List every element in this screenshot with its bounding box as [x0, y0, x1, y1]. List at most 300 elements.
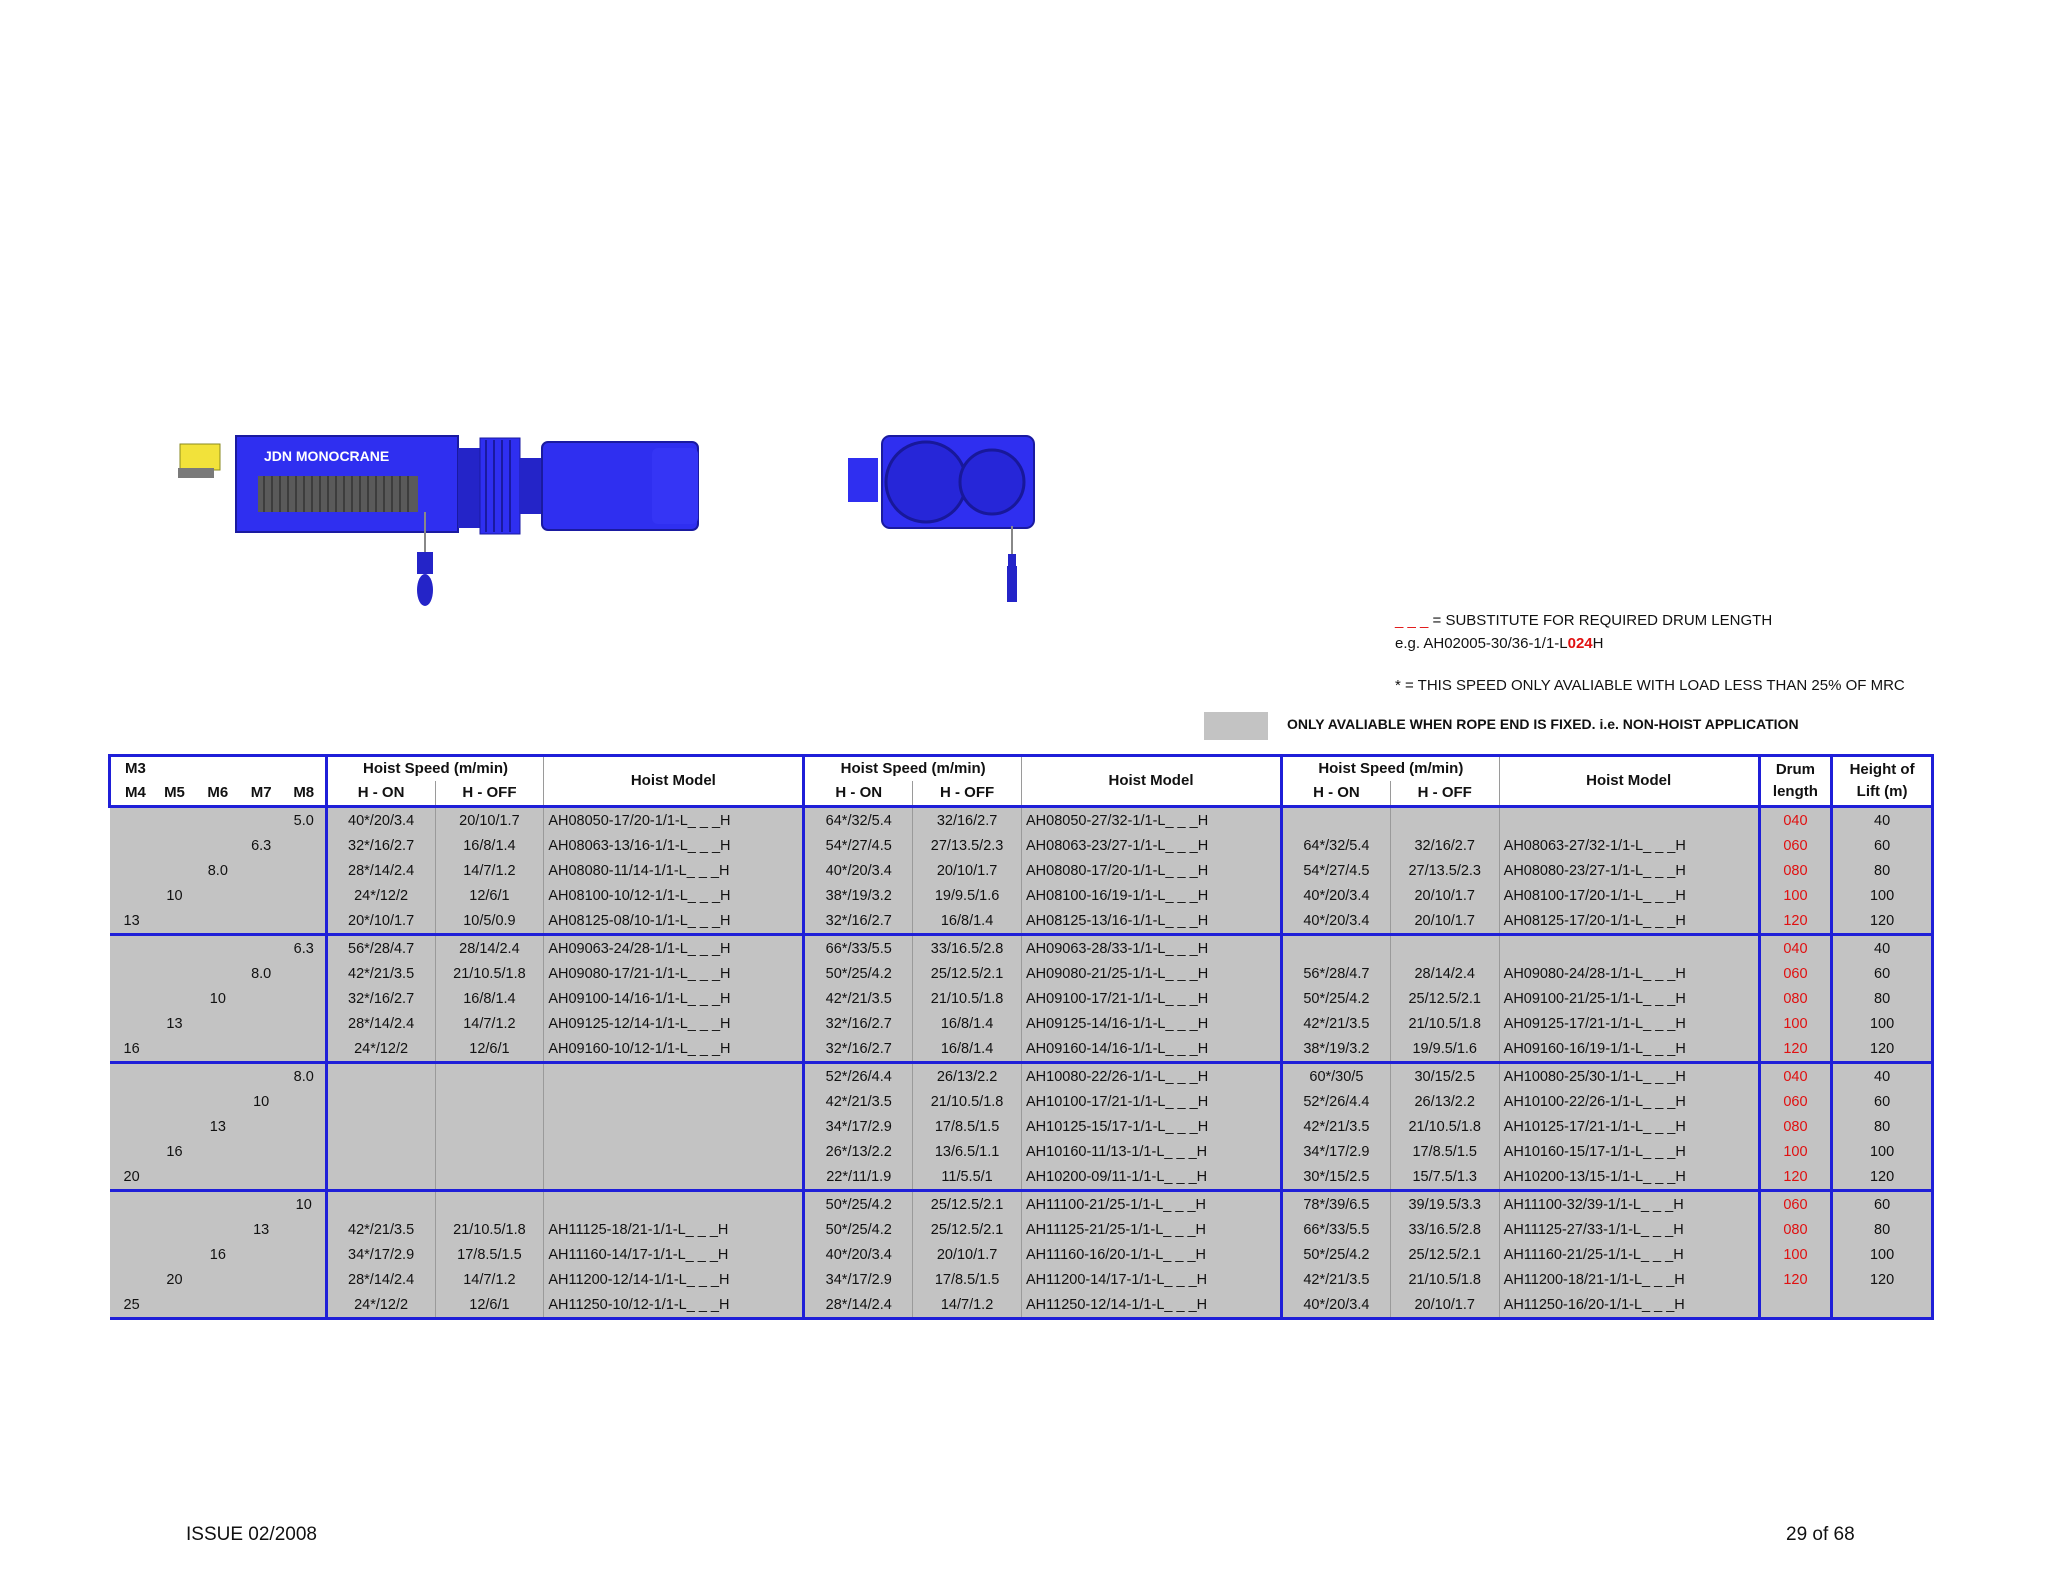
brand-label: JDN MONOCRANE — [264, 448, 390, 464]
speed-on-cell: 40*/20/3.4 — [1281, 1292, 1390, 1319]
speed-off-cell: 20/10/1.7 — [1390, 908, 1499, 935]
m5-cell — [153, 1089, 196, 1114]
m6-cell: 8.0 — [196, 858, 239, 883]
example-model-suffix: H — [1592, 635, 1604, 652]
m6-cell — [196, 1139, 239, 1164]
drum-length-cell: 060 — [1759, 833, 1832, 858]
m5-cell — [153, 1036, 196, 1063]
example-model-prefix: e.g. AH02005-30/36-1/1-L — [1395, 635, 1568, 652]
model-cell: AH09125-14/16-1/1-L_ _ _H — [1022, 1011, 1282, 1036]
m7-cell: 6.3 — [239, 833, 282, 858]
m4-cell: 13 — [110, 908, 153, 935]
speed-on-cell — [326, 1089, 435, 1114]
m5-cell — [153, 858, 196, 883]
model-cell: AH09080-24/28-1/1-L_ _ _H — [1499, 961, 1759, 986]
drum-length-cell: 120 — [1759, 1036, 1832, 1063]
drum-length-cell: 100 — [1759, 1242, 1832, 1267]
m4-cell — [110, 1242, 153, 1267]
speed-on-cell: 40*/20/3.4 — [326, 807, 435, 834]
m6-cell — [196, 1267, 239, 1292]
speed-off-cell: 25/12.5/2.1 — [913, 961, 1022, 986]
m8-cell — [283, 1011, 326, 1036]
speed-off-cell: 17/8.5/1.5 — [913, 1114, 1022, 1139]
speed-off-cell — [435, 1191, 544, 1218]
lift-height-cell: 40 — [1832, 1063, 1933, 1090]
m5-cell — [153, 1063, 196, 1090]
m6-cell — [196, 833, 239, 858]
speed-off-cell: 16/8/1.4 — [913, 1036, 1022, 1063]
model-cell: AH10160-11/13-1/1-L_ _ _H — [1022, 1139, 1282, 1164]
model-cell: AH08063-13/16-1/1-L_ _ _H — [544, 833, 804, 858]
lift-height-cell: 40 — [1832, 935, 1933, 962]
model-cell: AH11200-14/17-1/1-L_ _ _H — [1022, 1267, 1282, 1292]
col-header-h-off-b: H - OFF — [913, 781, 1022, 807]
speed-on-cell: 38*/19/3.2 — [804, 883, 913, 908]
drum-length-cell: 100 — [1759, 883, 1832, 908]
drum-length-cell — [1759, 1292, 1832, 1319]
drum-length-note — [1395, 610, 1772, 632]
speed-off-cell: 12/6/1 — [435, 1292, 544, 1319]
model-cell: AH11160-21/25-1/1-L_ _ _H — [1499, 1242, 1759, 1267]
speed-off-cell: 21/10.5/1.8 — [1390, 1267, 1499, 1292]
speed-off-cell: 13/6.5/1.1 — [913, 1139, 1022, 1164]
m4-cell — [110, 986, 153, 1011]
m4-cell — [110, 1011, 153, 1036]
table-row — [110, 833, 1933, 858]
m4-cell: 20 — [110, 1164, 153, 1191]
table-row — [110, 908, 1933, 935]
speed-on-cell: 28*/14/2.4 — [326, 1267, 435, 1292]
m7-cell — [239, 1242, 282, 1267]
placeholder-marker: _ _ _ — [1395, 612, 1429, 629]
lift-height-cell: 80 — [1832, 986, 1933, 1011]
drum-length-cell: 120 — [1759, 1267, 1832, 1292]
model-cell: AH09125-12/14-1/1-L_ _ _H — [544, 1011, 804, 1036]
table-row — [110, 883, 1933, 908]
hoist-end-view-image — [842, 430, 1042, 620]
col-header-m3: M3 — [110, 756, 327, 782]
table-row — [110, 1089, 1933, 1114]
m7-cell — [239, 883, 282, 908]
speed-on-cell: 24*/12/2 — [326, 1292, 435, 1319]
page-number: 29 of 68 — [1786, 1524, 1855, 1545]
m4-cell — [110, 1191, 153, 1218]
model-cell: AH08080-17/20-1/1-L_ _ _H — [1022, 858, 1282, 883]
model-cell: AH10125-15/17-1/1-L_ _ _H — [1022, 1114, 1282, 1139]
m5-cell: 10 — [153, 883, 196, 908]
m7-cell — [239, 807, 282, 834]
col-header-hoist-model-b: Hoist Model — [1022, 756, 1282, 807]
model-cell: AH08100-17/20-1/1-L_ _ _H — [1499, 883, 1759, 908]
speed-off-cell: 16/8/1.4 — [913, 908, 1022, 935]
m7-cell — [239, 935, 282, 962]
model-cell: AH10080-22/26-1/1-L_ _ _H — [1022, 1063, 1282, 1090]
m6-cell — [196, 1011, 239, 1036]
speed-on-cell: 64*/32/5.4 — [804, 807, 913, 834]
speed-on-cell: 64*/32/5.4 — [1281, 833, 1390, 858]
m5-cell — [153, 1242, 196, 1267]
m5-cell — [153, 961, 196, 986]
issue-label: ISSUE 02/2008 — [186, 1524, 317, 1545]
m6-cell — [196, 1036, 239, 1063]
speed-on-cell: 50*/25/4.2 — [1281, 986, 1390, 1011]
model-cell — [544, 1114, 804, 1139]
speed-off-cell: 20/10/1.7 — [435, 807, 544, 834]
m7-cell — [239, 1191, 282, 1218]
model-cell: AH08050-17/20-1/1-L_ _ _H — [544, 807, 804, 834]
speed-on-cell: 38*/19/3.2 — [1281, 1036, 1390, 1063]
model-cell: AH08080-11/14-1/1-L_ _ _H — [544, 858, 804, 883]
speed-on-cell: 56*/28/4.7 — [326, 935, 435, 962]
m8-cell — [283, 1292, 326, 1319]
model-cell: AH09100-21/25-1/1-L_ _ _H — [1499, 986, 1759, 1011]
model-cell — [1499, 935, 1759, 962]
speed-on-cell: 42*/21/3.5 — [804, 1089, 913, 1114]
speed-on-cell — [326, 1063, 435, 1090]
model-cell: AH09160-14/16-1/1-L_ _ _H — [1022, 1036, 1282, 1063]
drum-length-cell: 060 — [1759, 961, 1832, 986]
model-cell — [544, 1089, 804, 1114]
speed-on-cell: 24*/12/2 — [326, 1036, 435, 1063]
hoist-side-view-image — [172, 428, 718, 614]
col-header-hoist-model-c: Hoist Model — [1499, 756, 1759, 807]
model-cell: AH08125-13/16-1/1-L_ _ _H — [1022, 908, 1282, 935]
speed-on-cell — [326, 1164, 435, 1191]
speed-on-cell: 28*/14/2.4 — [804, 1292, 913, 1319]
lift-height-cell: 100 — [1832, 883, 1933, 908]
speed-on-cell: 50*/25/4.2 — [804, 1217, 913, 1242]
drum-length-cell: 100 — [1759, 1011, 1832, 1036]
m7-cell: 10 — [239, 1089, 282, 1114]
speed-off-cell: 25/12.5/2.1 — [1390, 1242, 1499, 1267]
speed-off-cell — [1390, 807, 1499, 834]
model-cell: AH10100-17/21-1/1-L_ _ _H — [1022, 1089, 1282, 1114]
speed-on-cell: 42*/21/3.5 — [804, 986, 913, 1011]
m8-cell: 5.0 — [283, 807, 326, 834]
table-row — [110, 1242, 1933, 1267]
example-model-drum-code: 024 — [1567, 635, 1593, 652]
speed-on-cell — [326, 1191, 435, 1218]
speed-off-cell: 27/13.5/2.3 — [913, 833, 1022, 858]
m7-cell — [239, 1164, 282, 1191]
model-cell: AH11250-16/20-1/1-L_ _ _H — [1499, 1292, 1759, 1319]
speed-on-cell: 34*/17/2.9 — [804, 1114, 913, 1139]
speed-on-cell: 42*/21/3.5 — [326, 961, 435, 986]
table-row — [110, 1114, 1933, 1139]
lift-height-cell: 80 — [1832, 1217, 1933, 1242]
speed-off-cell: 14/7/1.2 — [435, 1011, 544, 1036]
m5-cell — [153, 833, 196, 858]
model-cell: AH10160-15/17-1/1-L_ _ _H — [1499, 1139, 1759, 1164]
col-header-h-off-a: H - OFF — [435, 781, 544, 807]
speed-on-cell: 32*/16/2.7 — [326, 986, 435, 1011]
m4-cell — [110, 935, 153, 962]
lift-height-cell: 100 — [1832, 1242, 1933, 1267]
model-cell: AH11200-12/14-1/1-L_ _ _H — [544, 1267, 804, 1292]
grey-swatch — [1204, 712, 1268, 740]
lift-height-cell: 100 — [1832, 1139, 1933, 1164]
model-cell — [1499, 807, 1759, 834]
speed-off-cell: 16/8/1.4 — [435, 833, 544, 858]
speed-off-cell: 20/10/1.7 — [913, 1242, 1022, 1267]
speed-on-cell: 32*/16/2.7 — [804, 908, 913, 935]
model-cell: AH11125-27/33-1/1-L_ _ _H — [1499, 1217, 1759, 1242]
model-cell — [544, 1139, 804, 1164]
speed-on-cell: 34*/17/2.9 — [804, 1267, 913, 1292]
m6-cell — [196, 961, 239, 986]
m8-cell — [283, 1139, 326, 1164]
speed-off-cell: 19/9.5/1.6 — [1390, 1036, 1499, 1063]
table-row — [110, 807, 1933, 834]
m4-cell — [110, 1217, 153, 1242]
m4-cell — [110, 1063, 153, 1090]
drum-length-cell: 080 — [1759, 986, 1832, 1011]
model-cell: AH08125-08/10-1/1-L_ _ _H — [544, 908, 804, 935]
speed-on-cell: 42*/21/3.5 — [1281, 1114, 1390, 1139]
speed-on-cell: 54*/27/4.5 — [1281, 858, 1390, 883]
table-row — [110, 1063, 1933, 1090]
speed-off-cell: 33/16.5/2.8 — [913, 935, 1022, 962]
m4-cell — [110, 1114, 153, 1139]
col-header-h-on-c: H - ON — [1281, 781, 1390, 807]
speed-off-cell: 25/12.5/2.1 — [913, 1217, 1022, 1242]
speed-off-cell: 20/10/1.7 — [913, 858, 1022, 883]
drum-length-cell: 040 — [1759, 1063, 1832, 1090]
m8-cell — [283, 858, 326, 883]
drum-length-cell: 100 — [1759, 1139, 1832, 1164]
drum-length-cell: 120 — [1759, 908, 1832, 935]
speed-off-cell: 10/5/0.9 — [435, 908, 544, 935]
model-cell: AH08100-16/19-1/1-L_ _ _H — [1022, 883, 1282, 908]
col-header-m5: M5 — [153, 781, 196, 807]
speed-off-cell: 17/8.5/1.5 — [1390, 1139, 1499, 1164]
col-header-drum-length: Drum length — [1759, 756, 1832, 807]
speed-off-cell — [435, 1139, 544, 1164]
speed-off-cell — [435, 1089, 544, 1114]
speed-on-cell: 28*/14/2.4 — [326, 1011, 435, 1036]
m7-cell — [239, 986, 282, 1011]
m8-cell — [283, 883, 326, 908]
m6-cell: 13 — [196, 1114, 239, 1139]
m6-cell — [196, 1292, 239, 1319]
model-cell: AH11100-32/39-1/1-L_ _ _H — [1499, 1191, 1759, 1218]
col-header-h-on-b: H - ON — [804, 781, 913, 807]
m6-cell — [196, 1089, 239, 1114]
drum-length-cell: 040 — [1759, 807, 1832, 834]
lift-height-cell: 60 — [1832, 833, 1933, 858]
model-cell: AH09100-14/16-1/1-L_ _ _H — [544, 986, 804, 1011]
m7-cell — [239, 858, 282, 883]
m6-cell: 10 — [196, 986, 239, 1011]
col-header-hoist-speed-c: Hoist Speed (m/min) — [1281, 756, 1499, 782]
m6-cell — [196, 807, 239, 834]
speed-on-cell: 32*/16/2.7 — [804, 1036, 913, 1063]
speed-off-cell: 16/8/1.4 — [435, 986, 544, 1011]
lift-height-cell: 100 — [1832, 1011, 1933, 1036]
lift-height-cell: 80 — [1832, 858, 1933, 883]
model-cell: AH08063-23/27-1/1-L_ _ _H — [1022, 833, 1282, 858]
speed-on-cell: 52*/26/4.4 — [804, 1063, 913, 1090]
table-row — [110, 1036, 1933, 1063]
speed-off-cell: 32/16/2.7 — [913, 807, 1022, 834]
m5-cell: 20 — [153, 1267, 196, 1292]
model-cell — [544, 1191, 804, 1218]
speed-off-cell: 14/7/1.2 — [435, 1267, 544, 1292]
lift-height-cell: 120 — [1832, 1267, 1933, 1292]
model-cell: AH11100-21/25-1/1-L_ _ _H — [1022, 1191, 1282, 1218]
m4-cell — [110, 1139, 153, 1164]
m7-cell — [239, 1063, 282, 1090]
col-header-m7: M7 — [239, 781, 282, 807]
m8-cell — [283, 1089, 326, 1114]
speed-off-cell: 21/10.5/1.8 — [913, 986, 1022, 1011]
speed-on-cell: 50*/25/4.2 — [804, 961, 913, 986]
table-row — [110, 961, 1933, 986]
speed-on-cell: 42*/21/3.5 — [326, 1217, 435, 1242]
model-cell: AH08125-17/20-1/1-L_ _ _H — [1499, 908, 1759, 935]
speed-off-cell: 12/6/1 — [435, 883, 544, 908]
speed-off-cell: 21/10.5/1.8 — [435, 961, 544, 986]
speed-on-cell: 66*/33/5.5 — [804, 935, 913, 962]
speed-off-cell: 16/8/1.4 — [913, 1011, 1022, 1036]
speed-off-cell: 14/7/1.2 — [913, 1292, 1022, 1319]
m6-cell — [196, 1063, 239, 1090]
speed-off-cell: 20/10/1.7 — [1390, 1292, 1499, 1319]
example-model-note — [1395, 633, 1604, 655]
m6-cell — [196, 883, 239, 908]
m4-cell — [110, 1267, 153, 1292]
m6-cell — [196, 908, 239, 935]
model-cell: AH11125-21/25-1/1-L_ _ _H — [1022, 1217, 1282, 1242]
speed-on-cell — [1281, 935, 1390, 962]
speed-on-cell: 40*/20/3.4 — [1281, 908, 1390, 935]
speed-off-cell: 39/19.5/3.3 — [1390, 1191, 1499, 1218]
speed-on-cell: 20*/10/1.7 — [326, 908, 435, 935]
lift-height-cell: 40 — [1832, 807, 1933, 834]
model-cell: AH08080-23/27-1/1-L_ _ _H — [1499, 858, 1759, 883]
col-header-m8: M8 — [283, 781, 326, 807]
table-row — [110, 858, 1933, 883]
model-cell: AH11160-16/20-1/1-L_ _ _H — [1022, 1242, 1282, 1267]
drum-length-cell: 040 — [1759, 935, 1832, 962]
table-body — [110, 807, 1933, 1319]
lift-height-cell: 120 — [1832, 908, 1933, 935]
m5-cell — [153, 807, 196, 834]
m6-cell — [196, 1164, 239, 1191]
m5-cell — [153, 986, 196, 1011]
model-cell: AH11250-10/12-1/1-L_ _ _H — [544, 1292, 804, 1319]
lift-height-cell — [1832, 1292, 1933, 1319]
speed-on-cell: 28*/14/2.4 — [326, 858, 435, 883]
table-row — [110, 935, 1933, 962]
m8-cell — [283, 833, 326, 858]
model-cell: AH08100-10/12-1/1-L_ _ _H — [544, 883, 804, 908]
speed-on-cell: 50*/25/4.2 — [1281, 1242, 1390, 1267]
lift-height-cell: 80 — [1832, 1114, 1933, 1139]
lift-height-cell: 120 — [1832, 1164, 1933, 1191]
speed-off-cell — [435, 1164, 544, 1191]
speed-on-cell: 22*/11/1.9 — [804, 1164, 913, 1191]
lift-height-cell: 120 — [1832, 1036, 1933, 1063]
model-cell — [544, 1164, 804, 1191]
col-header-h-on-a: H - ON — [326, 781, 435, 807]
speed-off-cell: 26/13/2.2 — [913, 1063, 1022, 1090]
drum-length-cell: 080 — [1759, 1217, 1832, 1242]
table-row — [110, 1217, 1933, 1242]
speed-off-cell — [1390, 935, 1499, 962]
speed-on-cell — [326, 1114, 435, 1139]
speed-on-cell: 66*/33/5.5 — [1281, 1217, 1390, 1242]
model-cell: AH09160-16/19-1/1-L_ _ _H — [1499, 1036, 1759, 1063]
speed-off-cell: 15/7.5/1.3 — [1390, 1164, 1499, 1191]
drum-length-note-text: = SUBSTITUTE FOR REQUIRED DRUM LENGTH — [1428, 612, 1773, 629]
speed-on-cell — [1281, 807, 1390, 834]
speed-off-cell: 12/6/1 — [435, 1036, 544, 1063]
speed-on-cell: 30*/15/2.5 — [1281, 1164, 1390, 1191]
speed-off-cell — [435, 1063, 544, 1090]
model-cell: AH08063-27/32-1/1-L_ _ _H — [1499, 833, 1759, 858]
m8-cell: 6.3 — [283, 935, 326, 962]
speed-off-cell: 30/15/2.5 — [1390, 1063, 1499, 1090]
m5-cell — [153, 1114, 196, 1139]
m7-cell — [239, 1139, 282, 1164]
m7-cell — [239, 1267, 282, 1292]
col-header-hoist-model-a: Hoist Model — [544, 756, 804, 807]
speed-on-cell: 50*/25/4.2 — [804, 1191, 913, 1218]
col-header-h-off-c: H - OFF — [1390, 781, 1499, 807]
speed-off-cell: 11/5.5/1 — [913, 1164, 1022, 1191]
table-row — [110, 986, 1933, 1011]
speed-off-cell: 21/10.5/1.8 — [913, 1089, 1022, 1114]
m5-cell — [153, 1191, 196, 1218]
model-cell: AH09063-24/28-1/1-L_ _ _H — [544, 935, 804, 962]
m4-cell: 25 — [110, 1292, 153, 1319]
m5-cell — [153, 1164, 196, 1191]
m6-cell — [196, 1191, 239, 1218]
speed-on-cell: 78*/39/6.5 — [1281, 1191, 1390, 1218]
model-cell: AH09080-21/25-1/1-L_ _ _H — [1022, 961, 1282, 986]
speed-off-cell: 25/12.5/2.1 — [1390, 986, 1499, 1011]
speed-on-cell: 24*/12/2 — [326, 883, 435, 908]
speed-on-cell: 42*/21/3.5 — [1281, 1267, 1390, 1292]
m7-cell — [239, 1011, 282, 1036]
speed-off-cell: 25/12.5/2.1 — [913, 1191, 1022, 1218]
m8-cell — [283, 908, 326, 935]
model-cell: AH10200-09/11-1/1-L_ _ _H — [1022, 1164, 1282, 1191]
m4-cell — [110, 858, 153, 883]
model-cell: AH10080-25/30-1/1-L_ _ _H — [1499, 1063, 1759, 1090]
speed-on-cell: 32*/16/2.7 — [326, 833, 435, 858]
speed-on-cell: 60*/30/5 — [1281, 1063, 1390, 1090]
model-cell: AH11125-18/21-1/1-L_ _ _H — [544, 1217, 804, 1242]
m4-cell — [110, 1089, 153, 1114]
m7-cell: 13 — [239, 1217, 282, 1242]
speed-off-cell: 21/10.5/1.8 — [435, 1217, 544, 1242]
speed-off-cell: 27/13.5/2.3 — [1390, 858, 1499, 883]
table-row — [110, 1191, 1933, 1218]
drum-length-cell: 060 — [1759, 1089, 1832, 1114]
model-cell: AH11160-14/17-1/1-L_ _ _H — [544, 1242, 804, 1267]
speed-off-cell: 20/10/1.7 — [1390, 883, 1499, 908]
m8-cell: 10 — [283, 1191, 326, 1218]
m5-cell — [153, 935, 196, 962]
lift-height-cell: 60 — [1832, 961, 1933, 986]
col-header-hoist-speed-a: Hoist Speed (m/min) — [326, 756, 544, 782]
speed-on-cell: 26*/13/2.2 — [804, 1139, 913, 1164]
m7-cell: 8.0 — [239, 961, 282, 986]
m7-cell — [239, 908, 282, 935]
speed-off-cell: 32/16/2.7 — [1390, 833, 1499, 858]
